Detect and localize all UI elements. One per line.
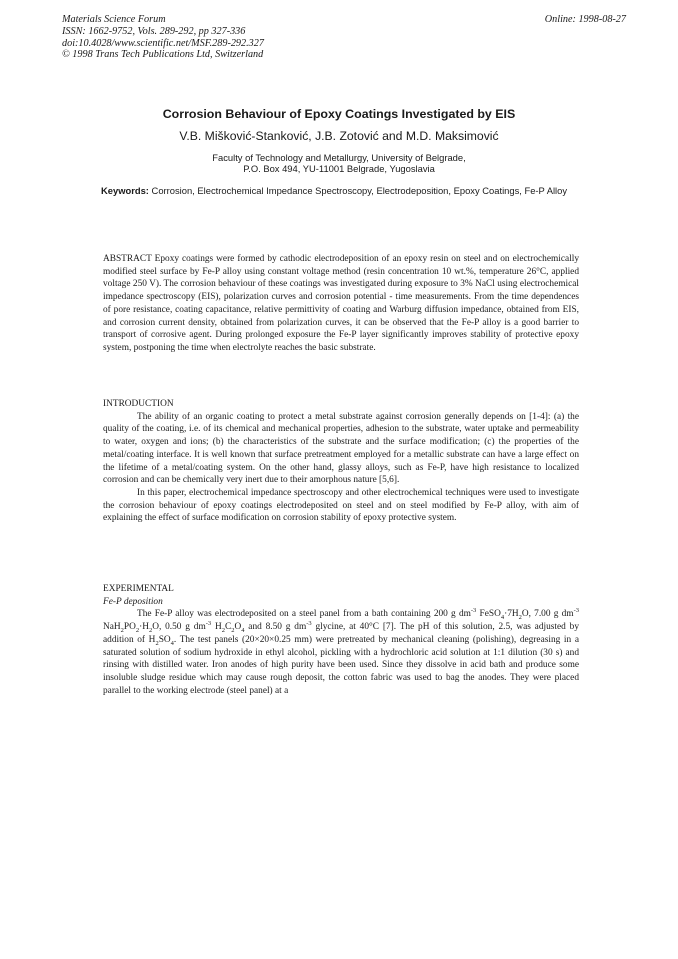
doi-link[interactable]: doi:10.4028/www.scientific.net/MSF.289-292.327	[62, 37, 264, 49]
experimental-paragraph: The Fe-P alloy was electrodeposited on a steel panel from a bath containing 200 g $dm^{-3}$ $FeSO_4\cdot 7H_2O$, 7.00 g $dm^{-3}$ $NaH_2PO_2\cdot H_2O$, 0.50 g $dm^{-3}$ $H_2C_2O_4$ and 8.50 g $dm^{-3}$ glycine, at 40°C [7]. The pH of this solution, 2.5, was adjusted by addition of $H_2SO_4$. The test panels (20×20×0.25 mm) were pretreated by mechanical cleaning (polishing), degreasing in a saturated solution of sodium hydroxide in ethyl alcohol, pickling with a hydrochloric acid solution at 1:1 dilution (30 s) and rinsing with distilled water. Iron anodes of high purity have been used. Since they dissolve in acid bath and produce some insoluble sludge residue which may cause rough deposit, the cotton fabric was used to bag the anodes. They were placed parallel to the working electrode (steel panel) at a	[103, 607, 579, 696]
experimental-heading: EXPERIMENTAL	[103, 584, 174, 594]
copyright-line: © 1998 Trans Tech Publications Ltd, Switzerland	[62, 49, 264, 61]
journal-name: Materials Science Forum	[62, 14, 166, 25]
keywords-list: Corrosion, Electrochemical Impedance Spectroscopy, Electrodeposition, Epoxy Coatings, Fe-P Alloy	[151, 185, 568, 196]
introduction-paragraph-2: In this paper, electrochemical impedance spectroscopy and other electrochemical techniques were used to investigate the corrosion behaviour of epoxy coatings electrodeposited on steel and on steel modified by Fe-P alloy, with aim of explaining the effect of surface modification on corrosion stability of epoxy protective system.	[103, 487, 579, 524]
introduction-paragraph-1: The ability of an organic coating to protect a metal substrate against corrosion generally depends on [1-4]: (a) the quality of the coating, i.e. of its chemical and mechanical properties, adhesion to the substrate, water uptake and permeability to water, oxygen and ions; (b) the characteristics of the substrate and the surface modification; (c) the properties of the metal/coating interface. It is well known that surface pretreatment employed for a metallic substrate can have a large effect on the lifetime of a metal/coating system. On the other hand, glassy alloys, such as Fe-P, have high resistance to localized corrosion and can be chemically very inert due to their amorphous nature [5,6].	[103, 411, 579, 486]
introduction-section	[103, 398, 579, 525]
keywords	[101, 186, 579, 197]
abstract	[103, 253, 579, 355]
keywords-label: Keywords:	[101, 185, 149, 196]
issn-line: ISSN: 1662-9752, Vols. 289-292, pp 327-336	[62, 25, 246, 37]
affiliation-line-1: Faculty of Technology and Metallurgy, University of Belgrade,	[212, 152, 466, 163]
paper-title: Corrosion Behaviour of Epoxy Coatings Investigated by EIS	[162, 107, 516, 121]
introduction-heading: INTRODUCTION	[103, 399, 174, 409]
experimental-section	[103, 583, 579, 697]
journal-header	[62, 14, 264, 61]
fe-p-deposition-subheading: Fe-P deposition	[103, 596, 163, 607]
abstract-text: ABSTRACT Epoxy coatings were formed by cathodic electrodeposition of an epoxy resin on steel and on electrochemically modified steel surface by Fe-P alloy using constant voltage method (resin concentration 10 wt.%, temperature 26°C, applied voltage 250 V). The corrosion behaviour of these coatings was investigated during exposure to 3% NaCl using electrochemical impedance spectroscopy (EIS), polarization curves and corrosion potential - time measurements. From the time dependences of pore resistance, coating capacitance, relative permittivity of coating and Warburg diffusion impedance, obtained from EIS, and corrosion current density, obtained from polarization curves, it can be observed that the Fe-P alloy is a good barrier to transport of corrosive agent. During prolonged exposure the Fe-P layer significantly improves stability of protective epoxy system, postponing the time when electrolyte reaches the basic substrate.	[103, 254, 579, 353]
paper-authors: V.B. Mišković-Stanković, J.B. Zotović and M.D. Maksimović	[179, 129, 499, 143]
affiliation	[0, 152, 678, 174]
affiliation-line-2: P.O. Box 494, YU-11001 Belgrade, Yugoslavia	[243, 163, 435, 175]
online-date: Online: 1998-08-27	[544, 14, 626, 25]
